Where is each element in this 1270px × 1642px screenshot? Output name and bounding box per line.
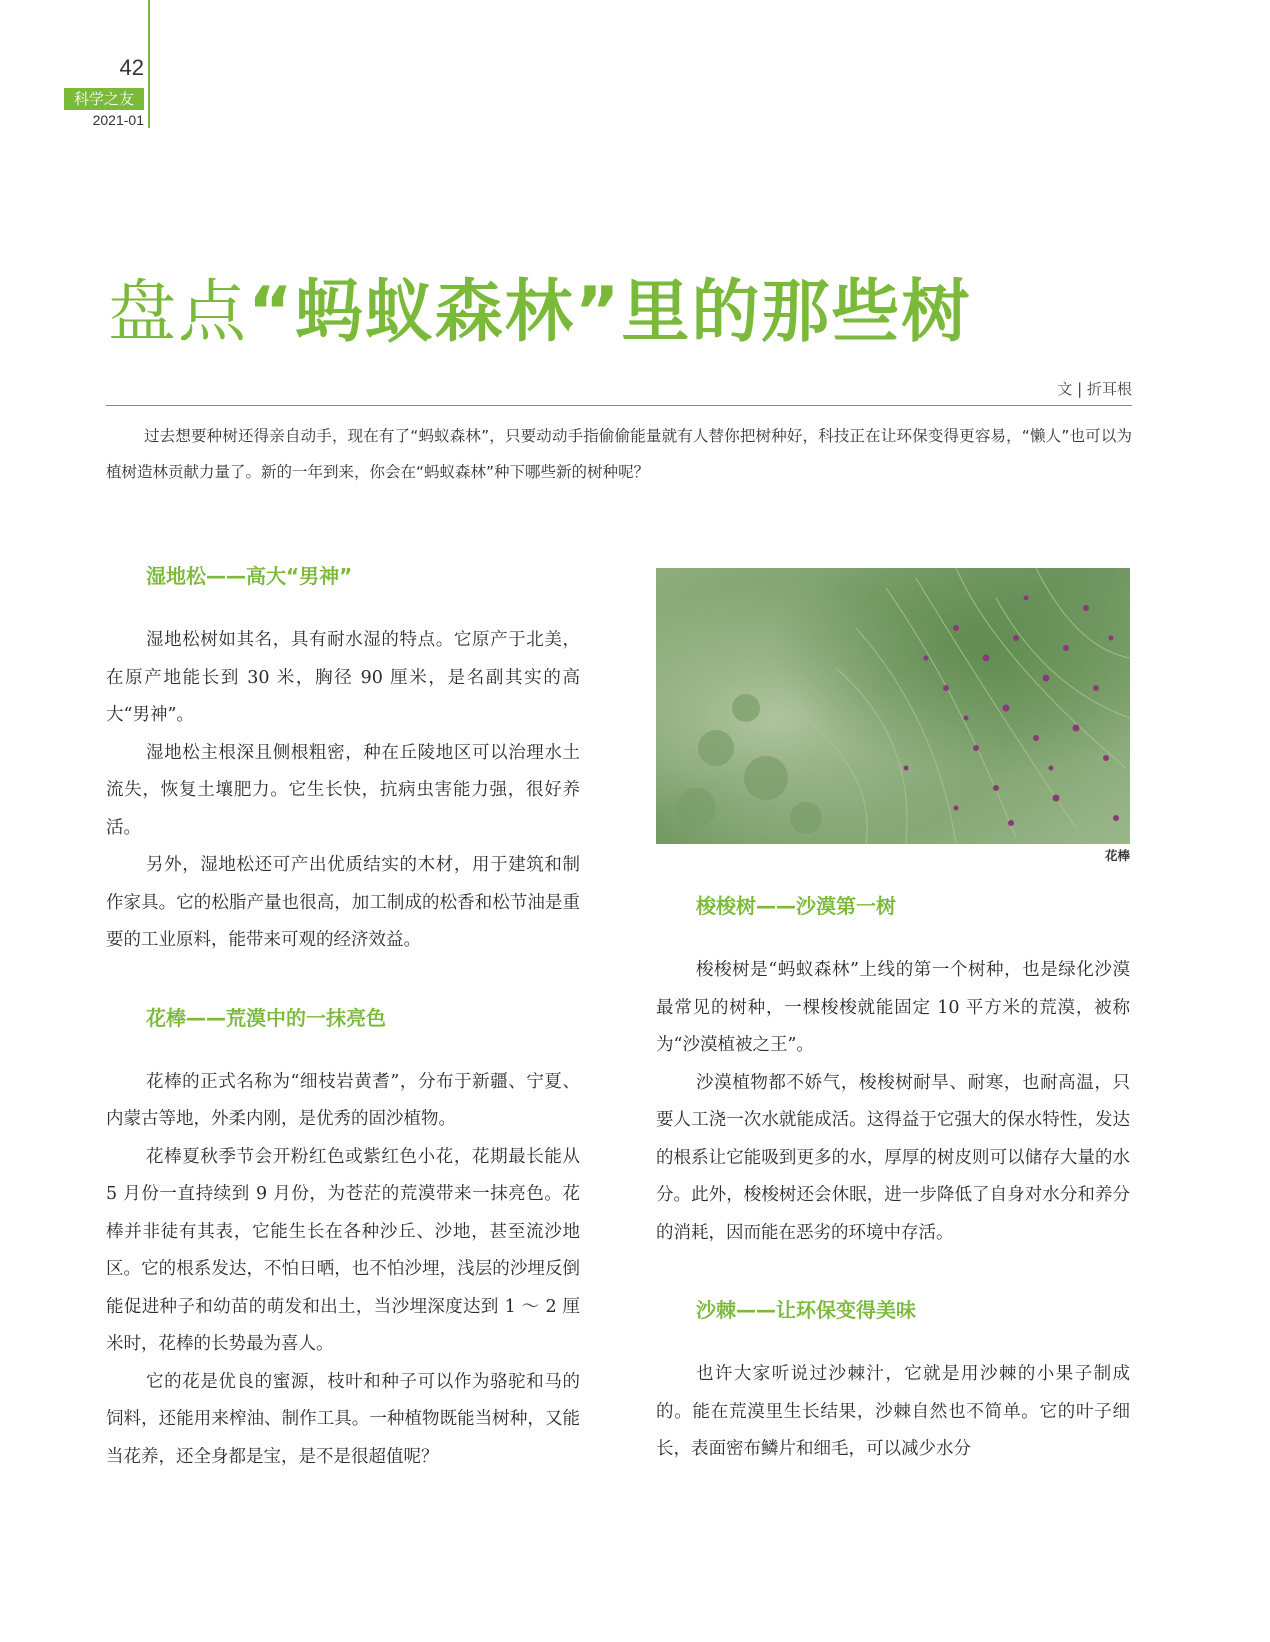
paragraph: 另外，湿地松还可产出优质结实的木材，用于建筑和制作家具。它的松脂产量也很高，加工制成的松香和松节油是重要的工业原料，能带来可观的经济效益。 [106,855,580,950]
title-prefix: 盘点 [108,273,249,352]
intro-paragraph: 过去想要种树还得亲自动手，现在有了“蚂蚁森林”，只要动动手指偷偷能量就有人替你把树种好，科技正在让环保变得更容易，“懒人”也可以为植树造林贡献力量了。新的一年到来，你会在“蚂蚁森林”种下哪些新的树种呢？ [106,427,1132,481]
photo-caption: 花棒 [1104,848,1130,863]
section-heading-sea-buckthorn: 沙棘——让环保变得美味 [696,1298,916,1322]
left-column [106,560,580,1476]
title-main: “蚂蚁森林”里的那些树 [248,273,972,352]
article-title [108,258,971,355]
section-heading-slash-pine: 湿地松——高大“男神” [146,564,353,588]
paragraph: 沙漠植物都不娇气，梭梭树耐旱、耐寒，也耐高温，只要人工浇一次水就能成活。这得益于它强大的保水特性，发达的根系让它能吸到更多的水，厚厚的树皮则可以储存大量的水分。此外，梭梭树还会休眠，进一步降低了自身对水分和养分的消耗，因而能在恶劣的环境中存活。 [656,1072,1130,1243]
magazine-name: 科学之友 [64,88,144,110]
paragraph: 梭梭树是“蚂蚁森林”上线的第一个树种，也是绿化沙漠最常见的树种，一棵梭梭就能固定 10 平方米的荒漠，被称为“沙漠植被之王”。 [656,960,1130,1055]
intro-rule [106,405,1132,406]
paragraph: 花棒的正式名称为“细枝岩黄耆”，分布于新疆、宁夏、内蒙古等地，外柔内刚，是优秀的固沙植物。 [106,1071,580,1129]
header-divider [148,0,150,128]
paragraph: 也许大家听说过沙棘汁，它就是用沙棘的小果子制成的。能在荒漠里生长结果，沙棘自然也不简单。它的叶子细长，表面密布鳞片和细毛，可以减少水分 [656,1364,1130,1459]
section-heading-saxaul: 梭梭树——沙漠第一树 [696,894,896,918]
paragraph: 它的花是优良的蜜源，枝叶和种子可以作为骆驼和马的饲料，还能用来榨油、制作工具。一种植物既能当树种，又能当花养，还全身都是宝，是不是很超值呢？ [106,1371,580,1467]
paragraph: 湿地松主根深且侧根粗密，种在丘陵地区可以治理水土流失，恢复土壤肥力。它生长快，抗病虫害能力强，很好养活。 [106,742,580,838]
byline: 文 | 折耳根 [1057,380,1132,398]
paragraph: 花棒夏秋季节会开粉红色或紫红色小花，花期最长能从 5 月份一直持续到 9 月份，为苍茫的荒漠带来一抹亮色。花棒并非徒有其表，它能生长在各种沙丘、沙地，甚至流沙地区。它的根系发达，不怕日晒，也不怕沙埋，浅层的沙埋反倒能促进种子和幼苗的萌发和出土，当沙埋深度达到 1 ～ 2 厘米时，花棒的长势最为喜人。 [106,1146,580,1354]
page-number: 42 [119,55,144,80]
issue-date: 2021-01 [92,112,144,128]
paragraph: 湿地松树如其名，具有耐水湿的特点。它原产于北美，在原产地能长到 30 米，胸径 90 厘米，是名副其实的高大“男神”。 [106,630,580,725]
huabang-photo [656,568,1130,844]
right-column [656,568,1130,1469]
section-heading-huabang: 花棒——荒漠中的一抹亮色 [146,1005,386,1030]
